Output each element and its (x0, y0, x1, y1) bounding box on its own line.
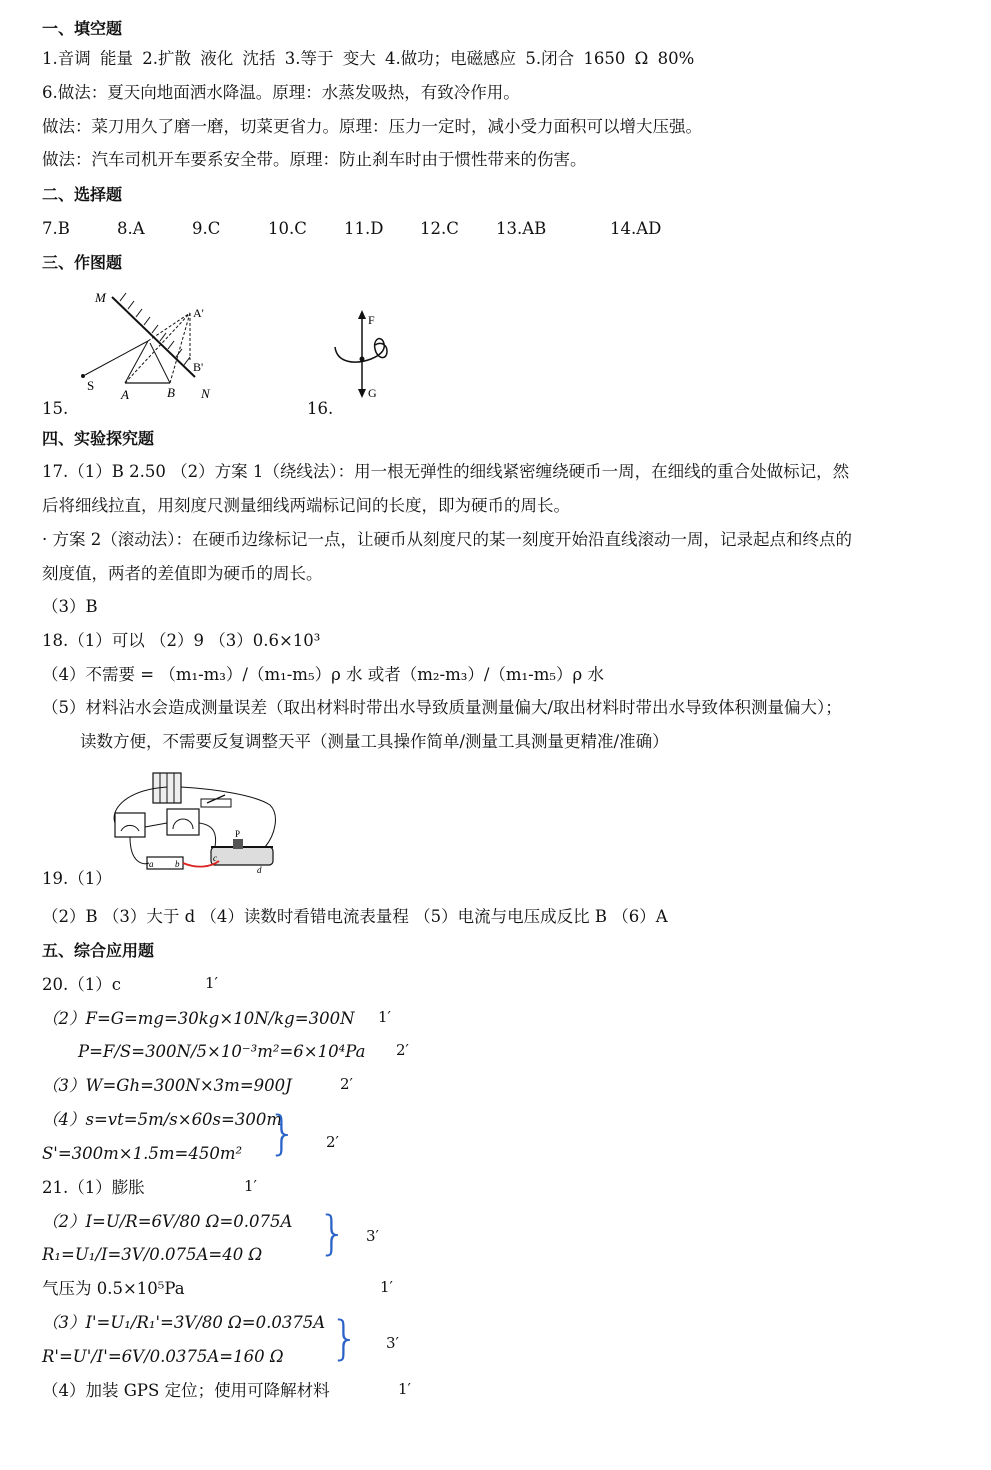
q17-line-4: 刻度值，两者的差值即为硬币的周长。 (42, 564, 323, 583)
label-A: A (121, 387, 129, 402)
q20-4b: S'=300m×1.5m=450m² (42, 1144, 243, 1163)
q21-3a: （3）I'=U₁/R₁'=3V/80 Ω=0.0375A (42, 1313, 326, 1332)
q18-line-3: （5）材料沾水会造成测量误差（取出材料时带出水导致质量测量偏大/取出材料时带出水导致体积测量偏大）； (42, 698, 842, 717)
q21-4: （4）加装 GPS 定位；使用可降解材料 (42, 1381, 330, 1400)
label-N: N (201, 386, 210, 401)
brace-icon: } (268, 1106, 298, 1160)
label-B: B (167, 385, 175, 400)
q16-label: 16. (307, 399, 334, 418)
section-3-title: 三、作图题 (42, 253, 123, 272)
label-d: d (257, 865, 262, 875)
label-F: F (368, 313, 375, 327)
label-c: c (213, 853, 217, 863)
answer-line-6c: 做法：汽车司机开车要系安全带。原理：防止刹车时由于惯性带来的伤害。 (42, 150, 587, 169)
q19-line-2: （2）B （3）大于 d （4）读数时看错电流表量程 （5）电流与电压成反比 B （6）A (42, 907, 668, 926)
mc-answer: 9.C (192, 219, 221, 238)
section-1-title: 一、填空题 (42, 19, 123, 38)
label-A-prime: A' (193, 306, 204, 320)
mc-answer: 8.A (117, 219, 145, 238)
label-a: a (149, 859, 154, 869)
answer-line-6a: 6.做法：夏天向地面洒水降温。原理：水蒸发吸热，有致冷作用。 (42, 83, 520, 102)
q18-line-2: （4）不需要 = （m₁-m₃）/（m₁-m₅）ρ 水 或者（m₂-m₃）/（m₁-m₅）ρ 水 (42, 665, 604, 684)
points: 1′ (398, 1380, 411, 1398)
q20-1: 20.（1）c (42, 975, 121, 994)
brace-icon: } (318, 1206, 348, 1260)
points: 3′ (366, 1227, 379, 1245)
q21-2b: R₁=U₁/I=3V/0.075A=40 Ω (42, 1245, 263, 1264)
q18-line-1: 18.（1）可以 （2）9 （3）0.6×10³ (42, 631, 321, 650)
q20-2b: P=F/S=300N/5×10⁻³m²=6×10⁴Pa (78, 1042, 366, 1061)
q20-4a: （4）s=vt=5m/s×60s=300m (42, 1110, 282, 1129)
q21-2a: （2）I=U/R=6V/80 Ω=0.075A (42, 1212, 293, 1231)
points: 2′ (326, 1133, 339, 1151)
points: 3′ (386, 1334, 399, 1352)
q21-1: 21.（1）膨胀 (42, 1178, 145, 1197)
answer-line-1: 1.音调 能量 2.扩散 液化 沈括 3.等于 变大 4.做功；电磁感应 5.闭合 1650 Ω 80% (42, 49, 695, 68)
points: 1′ (205, 974, 218, 992)
points: 1′ (380, 1278, 393, 1296)
label-S: S (87, 378, 95, 393)
points: 1′ (244, 1177, 257, 1195)
mirror-reflection-figure (70, 285, 230, 405)
answer-line-6b: 做法：菜刀用久了磨一磨，切菜更省力。原理：压力一定时，减小受力面积可以增大压强。 (42, 117, 702, 136)
section-4-title: 四、实验探究题 (42, 429, 155, 448)
label-B-prime: B' (193, 360, 204, 374)
mc-answer: 7.B (42, 219, 70, 238)
q20-3: （3）W=Gh=300N×3m=900J (42, 1076, 292, 1095)
section-2-title: 二、选择题 (42, 185, 123, 204)
points: 2′ (396, 1041, 409, 1059)
q20-2a: （2）F=G=mg=30kg×10N/kg=300N (42, 1009, 355, 1028)
label-G: G (368, 386, 377, 400)
q21-3b: R'=U'/I'=6V/0.0375A=160 Ω (42, 1347, 284, 1366)
q19-line-1: 19.（1） (42, 869, 112, 888)
q15-label: 15. (42, 399, 69, 418)
mc-answer: 10.C (268, 219, 307, 238)
points: 1′ (378, 1008, 391, 1026)
mc-answer: 11.D (344, 219, 384, 238)
force-diagram-figure (325, 305, 405, 405)
mc-answer: 12.C (420, 219, 459, 238)
label-P: P (235, 829, 241, 839)
q21-2c: 气压为 0.5×10⁵Pa (42, 1279, 185, 1298)
section-5-title: 五、综合应用题 (42, 941, 155, 960)
points: 2′ (340, 1075, 353, 1093)
q17-line-5: （3）B (42, 597, 98, 616)
brace-icon: } (330, 1311, 360, 1365)
q17-line-1: 17.（1）B 2.50 （2）方案 1（绕线法）：用一根无弹性的细线紧密缠绕硬币一周，在细线的重合处做标记，然 (42, 462, 850, 481)
q17-line-2: 后将细线拉直，用刻度尺测量细线两端标记间的长度，即为硬币的周长。 (42, 496, 570, 515)
label-b: b (175, 859, 180, 869)
circuit-figure (105, 765, 285, 880)
q17-line-3: · 方案 2（滚动法）：在硬币边缘标记一点，让硬币从刻度尺的某一刻度开始沿直线滚动一周，记录起点和终点的 (42, 530, 852, 549)
label-M: M (95, 290, 106, 305)
q18-line-4: 读数方便，不需要反复调整天平（测量工具操作简单/测量工具测量更精准/准确） (80, 732, 669, 751)
mc-answer: 14.AD (610, 219, 662, 238)
mc-answer: 13.AB (496, 219, 547, 238)
